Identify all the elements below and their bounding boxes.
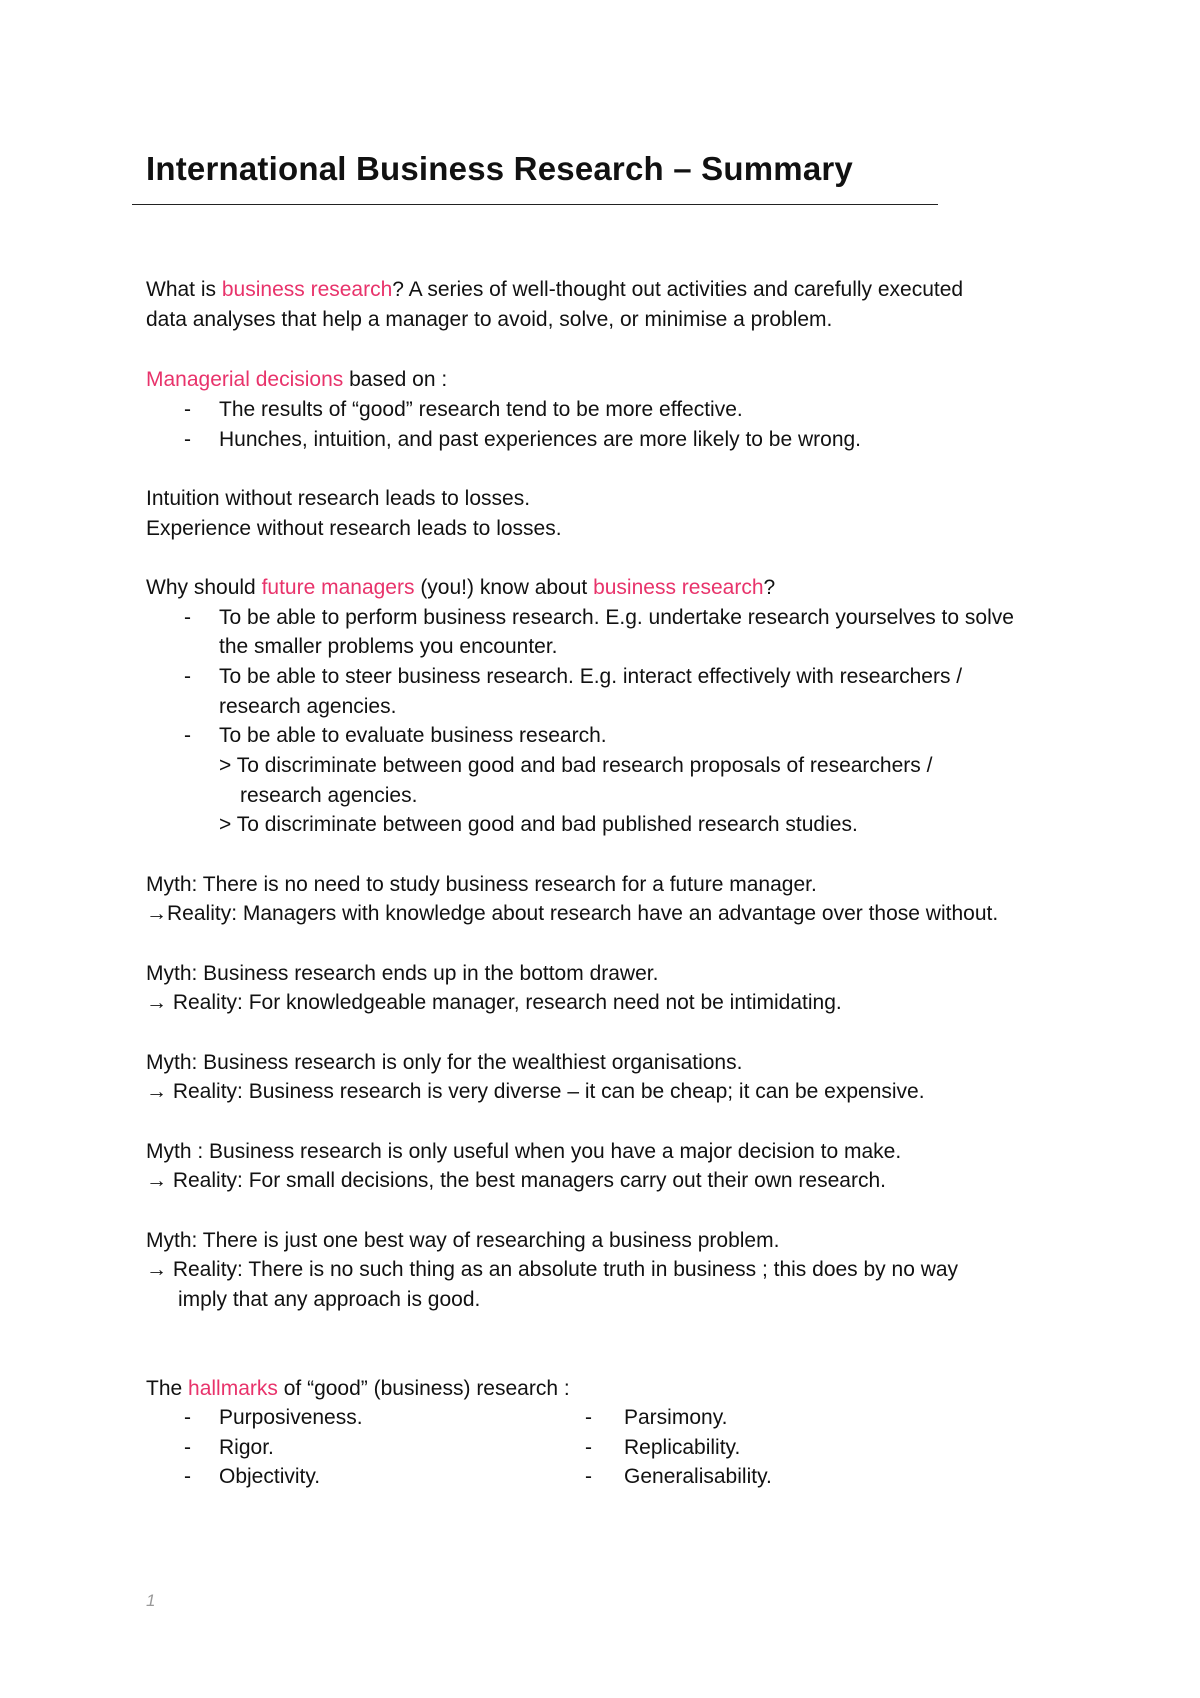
bullet-dash: - xyxy=(184,606,191,629)
reality-3 xyxy=(146,1078,925,1106)
myth-2: Myth: Business research ends up in the bottom drawer. xyxy=(146,962,659,985)
term-hallmarks: hallmarks xyxy=(188,1377,278,1400)
term-managerial-decisions: Managerial decisions xyxy=(146,368,344,391)
hallmark-right-1: Parsimony. xyxy=(624,1406,728,1429)
page-title: International Business Research – Summary xyxy=(146,150,853,187)
reality-1 xyxy=(146,900,998,928)
bullet-dash: - xyxy=(184,428,191,451)
bullet-dash: - xyxy=(184,724,191,747)
hallmark-right-2: Replicability. xyxy=(624,1436,741,1459)
why-sub-1-line-2: research agencies. xyxy=(240,784,418,807)
why-sub-1-line-1: > To discriminate between good and bad research proposals of researchers / xyxy=(219,754,933,777)
arrow-right-icon: → xyxy=(146,1169,167,1192)
page-number: 1 xyxy=(146,1591,156,1610)
managerial-rest: based on : xyxy=(343,368,448,391)
reality-4-text: Reality: For small decisions, the best managers carry out their own research. xyxy=(167,1169,886,1192)
bullet-dash: - xyxy=(585,1436,592,1459)
why-bullet-1-line-1: To be able to perform business research. E.g. undertake research yourselves to solve xyxy=(219,606,1014,629)
why-heading xyxy=(146,574,775,602)
bullet-dash: - xyxy=(585,1465,592,1488)
managerial-bullet-1: The results of “good” research tend to be more effective. xyxy=(219,398,743,421)
hallmark-left-1: Purposiveness. xyxy=(219,1406,363,1429)
title-underline xyxy=(132,204,938,205)
myth-1: Myth: There is no need to study business research for a future manager. xyxy=(146,873,817,896)
managerial-bullet-2: Hunches, intuition, and past experiences are more likely to be wrong. xyxy=(219,428,862,451)
why-end: ? xyxy=(763,576,776,599)
reality-2 xyxy=(146,989,842,1017)
term-business-research-2: business research xyxy=(593,576,764,599)
bullet-dash: - xyxy=(184,398,191,421)
intro-line-1 xyxy=(146,276,963,304)
reality-3-text: Reality: Business research is very diverse – it can be cheap; it can be expensive. xyxy=(167,1080,925,1103)
reality-5-line-2: imply that any approach is good. xyxy=(178,1288,481,1311)
why-bullet-3: To be able to evaluate business research. xyxy=(219,724,607,747)
losses-line-1: Intuition without research leads to losses. xyxy=(146,487,531,510)
managerial-heading xyxy=(146,366,447,394)
why-mid: (you!) know about xyxy=(414,576,594,599)
reality-5-text: Reality: There is no such thing as an absolute truth in business ; this does by no way xyxy=(167,1258,959,1281)
term-business-research: business research xyxy=(221,278,393,301)
intro-rest: ? A series of well-thought out activities and carefully executed xyxy=(392,278,964,301)
bullet-dash: - xyxy=(184,665,191,688)
hallmarks-lead: The xyxy=(146,1377,189,1400)
why-lead: Why should xyxy=(146,576,262,599)
term-future-managers: future managers xyxy=(261,576,415,599)
hallmark-left-2: Rigor. xyxy=(219,1436,274,1459)
hallmark-left-3: Objectivity. xyxy=(219,1465,321,1488)
bullet-dash: - xyxy=(184,1465,191,1488)
hallmarks-heading xyxy=(146,1375,570,1403)
reality-1-text: Reality: Managers with knowledge about research have an advantage over those without. xyxy=(167,902,999,925)
myth-5: Myth: There is just one best way of researching a business problem. xyxy=(146,1229,780,1252)
why-bullet-2-line-2: research agencies. xyxy=(219,695,397,718)
reality-2-text: Reality: For knowledgeable manager, research need not be intimidating. xyxy=(167,991,842,1014)
arrow-right-icon: → xyxy=(146,1080,167,1103)
why-sub-2: > To discriminate between good and bad published research studies. xyxy=(219,813,858,836)
hallmark-right-3: Generalisability. xyxy=(624,1465,772,1488)
myth-4: Myth : Business research is only useful when you have a major decision to make. xyxy=(146,1140,902,1163)
bullet-dash: - xyxy=(184,1436,191,1459)
why-bullet-2-line-1: To be able to steer business research. E.g. interact effectively with researchers / xyxy=(219,665,963,688)
hallmarks-rest: of “good” (business) research : xyxy=(277,1377,570,1400)
intro-lead: What is xyxy=(146,278,222,301)
arrow-right-icon: → xyxy=(146,1258,167,1281)
myth-3: Myth: Business research is only for the wealthiest organisations. xyxy=(146,1051,743,1074)
intro-line-2: data analyses that help a manager to avoid, solve, or minimise a problem. xyxy=(146,308,833,331)
reality-5 xyxy=(146,1256,958,1284)
arrow-right-icon: → xyxy=(146,991,167,1014)
bullet-dash: - xyxy=(184,1406,191,1429)
reality-4 xyxy=(146,1167,886,1195)
losses-line-2: Experience without research leads to losses. xyxy=(146,517,562,540)
bullet-dash: - xyxy=(585,1406,592,1429)
why-bullet-1-line-2: the smaller problems you encounter. xyxy=(219,635,558,658)
arrow-right-icon: → xyxy=(146,902,167,925)
